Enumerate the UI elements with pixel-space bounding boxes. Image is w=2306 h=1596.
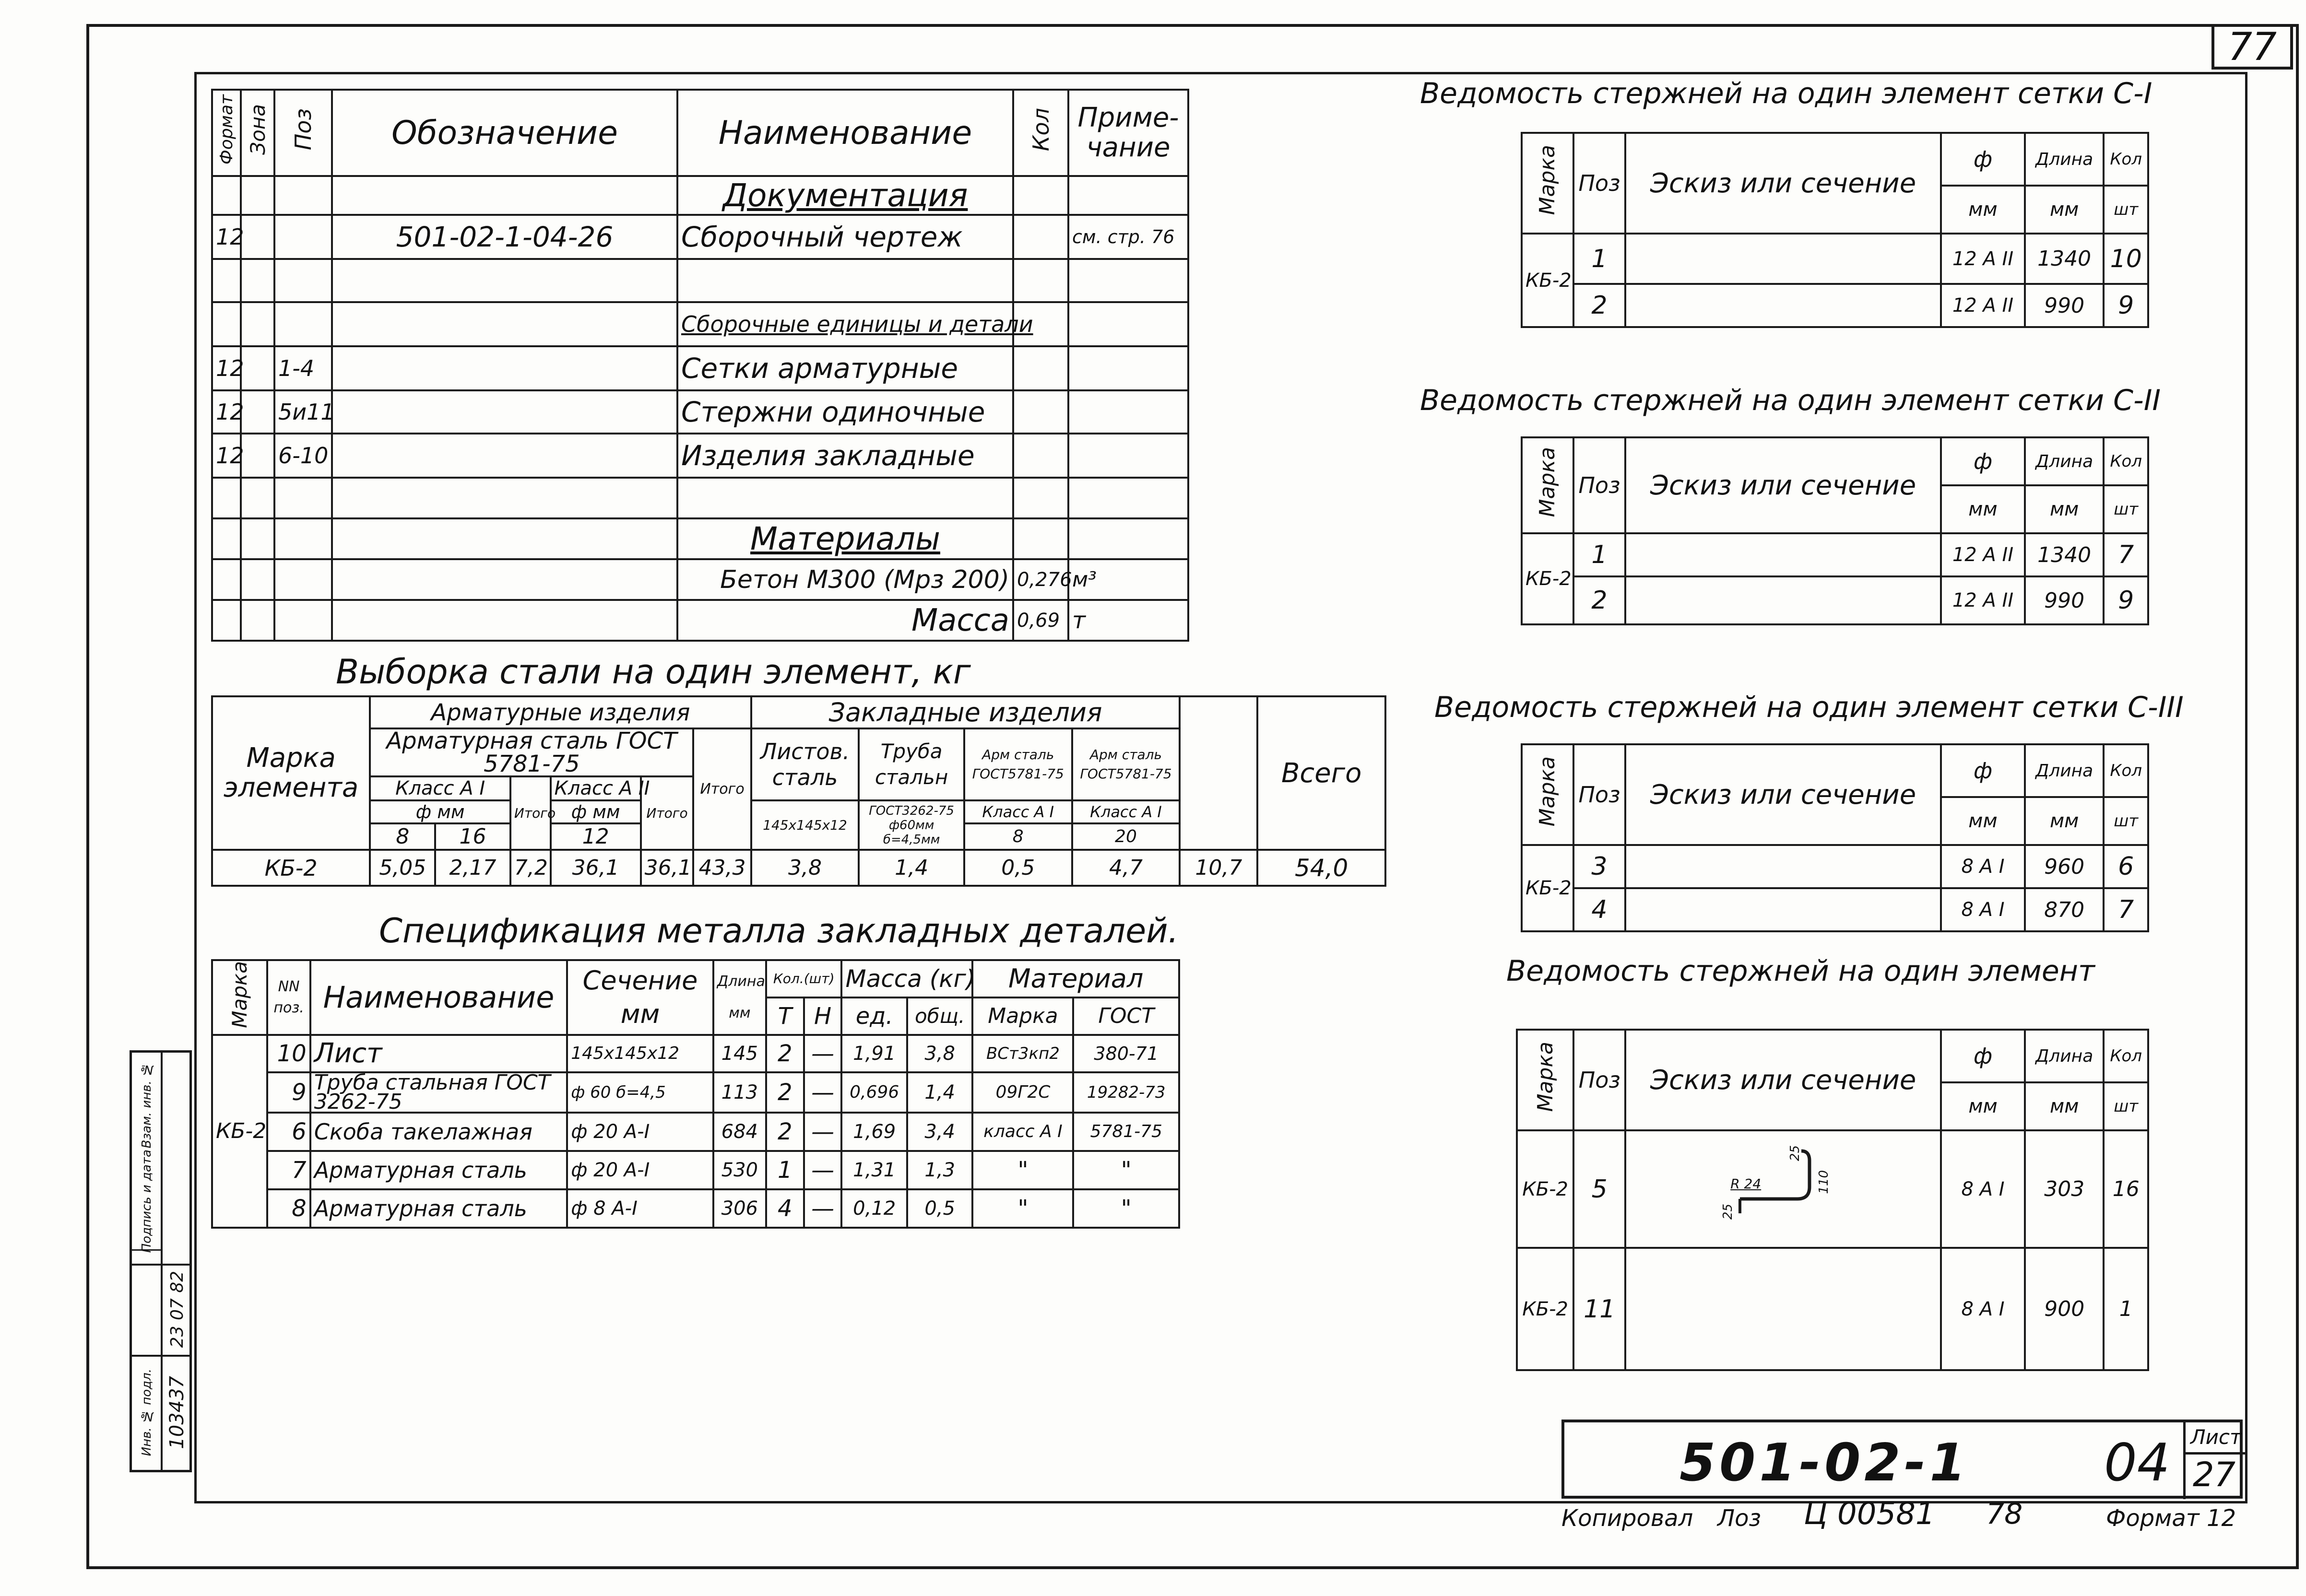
- stamp-date-value: 23 07 82: [167, 1270, 187, 1348]
- footer-order: Ц 00581: [1804, 1496, 1935, 1532]
- spec-h-zone: Зона: [246, 104, 270, 155]
- steel-h-rebar-steel: Арматурная сталь ГОСТ 5781-75: [370, 728, 693, 776]
- sketch-dim-bottom: 25: [1721, 1203, 1736, 1220]
- title-block: [1561, 1420, 2243, 1499]
- steel-row-kb2: КБ-2 5,05 2,17 7,2 36,1 36,1 43,3 3,8 1,4 0,5 4,7 10,7 54,0: [212, 850, 1385, 886]
- spec-row: [212, 478, 1188, 518]
- spec-h-designation: Обозначение: [332, 90, 677, 176]
- spec-section-units: Сборочные единицы и детали: [677, 302, 1013, 346]
- embedded-title: Спецификация металла закладных деталей.: [379, 911, 1179, 951]
- stamp-sign-label: Подпись и дата: [140, 1150, 154, 1253]
- bars4-row: КБ-2 5 R 24 25 110 25 8 А I 303 16: [1517, 1130, 2148, 1248]
- sheet-label: Лист: [2190, 1425, 2242, 1449]
- page-number: 77: [2228, 24, 2277, 69]
- spec-row: [212, 176, 1188, 215]
- steel-h-mark: Марка элемента: [212, 696, 370, 850]
- bars1-row: КБ-2 1 12 А II 1340 10: [1522, 234, 2148, 284]
- emb-h-mark: Марка: [228, 961, 252, 1028]
- bars3-title: Ведомость стержней на один элемент сетки С-III: [1434, 691, 2184, 724]
- steel-h-embedded: Закладные изделия: [751, 696, 1180, 728]
- spec-h-qty: Кол: [1028, 107, 1054, 152]
- bars4-row: КБ-2 11 8 А I 900 1: [1517, 1248, 2148, 1370]
- spec-section-materials: Материалы: [677, 518, 1013, 559]
- steel-h-rebar-items: Арматурные изделия: [370, 696, 751, 728]
- steel-h-arm2: Арм сталь ГОСТ5781-75: [1072, 728, 1180, 800]
- bars2-row: 2 12 А II 990 9: [1522, 576, 2148, 624]
- spec-row: [212, 302, 1188, 346]
- stamp-inv-label: Инв. № подл.: [140, 1368, 154, 1456]
- bars2-table: Марка Поз Эскиз или сечение ф Длина Кол мм мм шт КБ-2 1 12 А II 1340 7 2 12 А II 990 9: [1521, 436, 2149, 625]
- sheet-number: 27: [2193, 1455, 2236, 1494]
- steel-h-pipe: Труба стальн: [859, 728, 964, 800]
- spec-row: Масса 0,69 т: [212, 600, 1188, 641]
- bars3-row: КБ-2 3 8 А I 960 6: [1522, 845, 2148, 888]
- sketch-dim-height: 110: [1817, 1170, 1832, 1194]
- footer-number: 78: [1986, 1497, 2023, 1531]
- emb-h-name: Наименование: [310, 960, 568, 1035]
- bars1-table: Марка Поз Эскиз или сечение ф Длина Кол мм мм шт КБ-2 1 12 А II 1340 10 2 12 А II 990 9: [1521, 132, 2149, 328]
- side-stamp: [130, 1050, 192, 1472]
- spec-row: 12 1-4 Сетки арматурные: [212, 346, 1188, 390]
- stamp-replace-label: Взам. инв. №: [140, 1062, 154, 1149]
- steel-h-total: Итого: [693, 728, 751, 850]
- issue-number: 04: [2104, 1433, 2170, 1493]
- spec-h-format: Формат: [216, 94, 237, 165]
- steel-selection-table: Марка элемента Арматурные изделия Закладные изделия Всего Арматурная сталь ГОСТ 5781-75 Итого Листов. сталь Труба стальн Арм сталь ГОСТ5781-75 Арм сталь ГОСТ5781-75 Класс А I Итого Класс А II Итого ф мм ф мм 145х145х12 ГОСТ3262-75 ф60мм б=4,5мм Класс А I Класс А I 8 16 12 8 20 КБ-2 5,05 2,17 7,2 36,1 36,1 43,3 3,8 1,4 0,5 4,7 10,7 54,0: [211, 695, 1386, 887]
- footer-copied-label: Копировал: [1561, 1505, 1693, 1532]
- bars4-table: Марка Поз Эскиз или сечение ф Длина Кол мм мм шт КБ-2 5 R 24 25 110 25 8 А I 303 16 КБ-2 11 8 А I 900 1: [1516, 1029, 2149, 1371]
- steel-h-sheet: Листов. сталь: [751, 728, 859, 800]
- spec-row: Бетон М300 (Мрз 200) 0,276 м³: [212, 559, 1188, 600]
- spec-header-row: [212, 90, 1188, 176]
- bars1-title: Ведомость стержней на один элемент сетки С-I: [1420, 77, 2152, 110]
- sketch-radius-label: R 24: [1730, 1175, 1762, 1192]
- document-code: 501-02-1: [1679, 1433, 1970, 1493]
- emb-row: 8 Арматурная сталь ф 8 А-I 306 4 — 0,12 0,5 " ": [212, 1189, 1179, 1228]
- emb-row: 6 Скоба такелажная ф 20 А-I 684 2 — 1,69 3,4 класс А I 5781-75: [212, 1113, 1179, 1151]
- spec-h-pos: Поз: [290, 108, 316, 151]
- footer-format: Формат 12: [2106, 1505, 2236, 1532]
- embedded-parts-table: Марка NN поз. Наименование Сечение мм Длина мм Кол.(шт) Масса (кг) Материал Т Н ед. общ. Марка ГОСТ КБ-2 10 Лист 145х145х12 145 2 — 1,91 3,8 ВСт3кп2 380-71 9 Труба стальная ГОСТ 3262-75 ф 60 б=4,5 113 2 — 0,696 1,4 09Г2С 19282-73 6 Скоба такелажная ф 20 А-I 684 2 — 1,69 3,4 класс А I 5781-75 7 Арматурная сталь ф 20 А-I 530 1 — 1,31 1,3 " " 8 Арматурная сталь ф 8 А-I 306 4 — 0,12 0,5 " ": [211, 959, 1180, 1229]
- stamp-inv-value: 103437: [166, 1375, 188, 1449]
- emb-mark: КБ-2: [212, 1035, 267, 1228]
- steel-title: Выборка стали на один элемент, кг: [336, 652, 971, 692]
- steel-h-grand: Всего: [1257, 696, 1385, 850]
- spec-h-note: Приме-чание: [1068, 90, 1188, 176]
- emb-row: КБ-2 10 Лист 145х145х12 145 2 — 1,91 3,8 ВСт3кп2 380-71: [212, 1035, 1179, 1072]
- steel-h-arm1: Арм сталь ГОСТ5781-75: [964, 728, 1072, 800]
- spec-section-docs: Документация: [677, 176, 1013, 215]
- spec-row: 12 6-10 Изделия закладные: [212, 434, 1188, 478]
- bars3-row: 4 8 А I 870 7: [1522, 888, 2148, 931]
- spec-row: [212, 518, 1188, 559]
- page-number-box: [2211, 24, 2293, 70]
- bar5-sketch-cell: [1625, 1130, 1941, 1248]
- spec-h-name: Наименование: [677, 90, 1013, 176]
- bars4-title: Ведомость стержней на один элемент: [1506, 954, 2095, 988]
- bars2-row: КБ-2 1 12 А II 1340 7: [1522, 533, 2148, 576]
- sketch-dim-top: 25: [1788, 1145, 1803, 1161]
- bars2-title: Ведомость стержней на один элемент сетки С-II: [1420, 384, 2161, 417]
- emb-row: 7 Арматурная сталь ф 20 А-I 530 1 — 1,31 1,3 " ": [212, 1151, 1179, 1189]
- spec-row: 12 5и11 Стержни одиночные: [212, 390, 1188, 434]
- spec-row: [212, 259, 1188, 302]
- bars1-row: 2 12 А II 990 9: [1522, 284, 2148, 327]
- emb-row: 9 Труба стальная ГОСТ 3262-75 ф 60 б=4,5 113 2 — 0,696 1,4 09Г2С 19282-73: [212, 1072, 1179, 1113]
- specification-table: [211, 89, 1189, 642]
- spec-row: 12 501-02-1-04-26 Сборочный чертеж см. стр. 76: [212, 215, 1188, 259]
- bars3-table: Марка Поз Эскиз или сечение ф Длина Кол мм мм шт КБ-2 3 8 А I 960 6 4 8 А I 870 7: [1521, 743, 2149, 932]
- footer-copier: Лоз: [1717, 1505, 1761, 1532]
